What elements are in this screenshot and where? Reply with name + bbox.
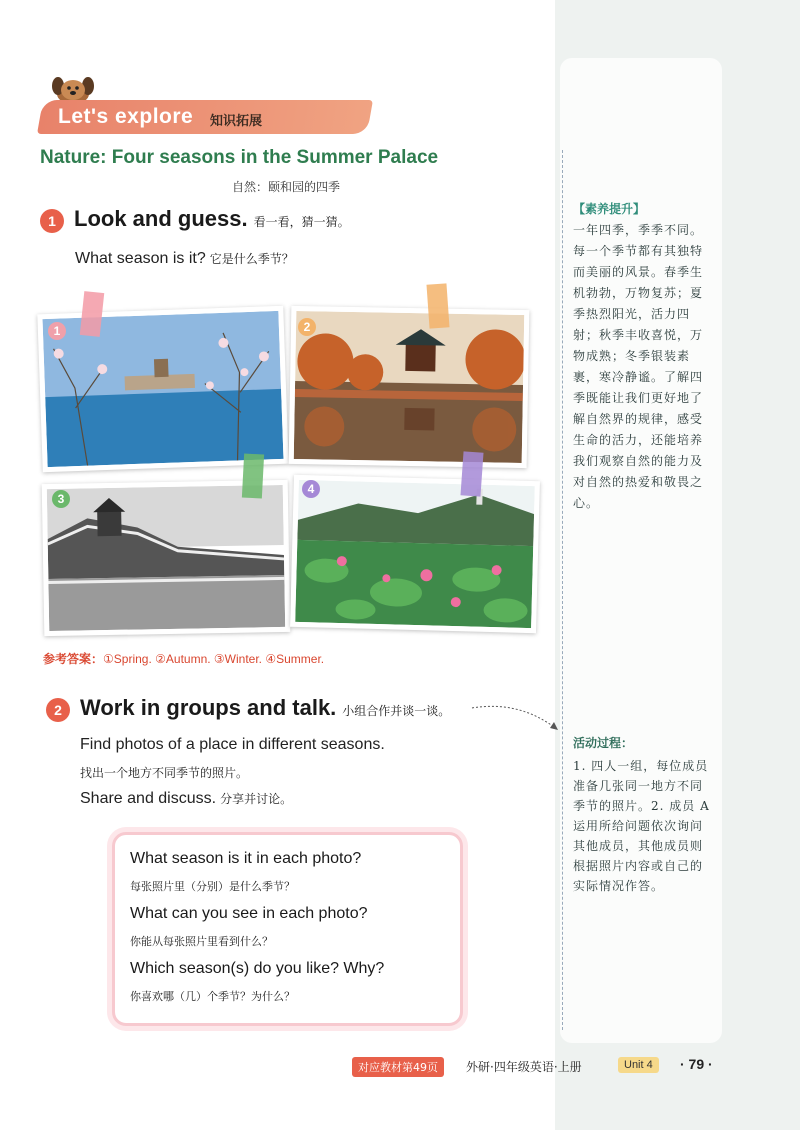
section-2-line-1: Find photos of a place in different seasons. bbox=[80, 736, 385, 753]
question-2-cn: 你能从每张照片里看到什么？ bbox=[130, 935, 273, 948]
footer-book-title: 外研·四年级英语·上册 bbox=[466, 1060, 582, 1074]
section-1-question-en: What season is it? bbox=[75, 250, 206, 267]
section-2-badge: 2 bbox=[46, 698, 70, 722]
photo-2-tape bbox=[426, 283, 449, 328]
question-3-cn: 你喜欢哪（几）个季节？为什么？ bbox=[130, 990, 295, 1003]
footer-unit-badge: Unit 4 bbox=[618, 1057, 659, 1073]
section-2-heading-en: Work in groups and talk. bbox=[80, 695, 337, 720]
section-2-line-2 bbox=[80, 790, 292, 808]
photo-4-tape bbox=[460, 451, 483, 496]
lesson-title: Nature: Four seasons in the Summer Palace bbox=[40, 147, 439, 168]
section-2-line-1-cn: 找出一个地方不同季节的照片。 bbox=[80, 766, 249, 780]
section-1-heading-cn: 看一看，猜一猜。 bbox=[253, 215, 350, 229]
photo-summer bbox=[290, 475, 540, 633]
banner-title-cn: 知识拓展 bbox=[210, 114, 263, 129]
question-3: Which season(s) do you like? Why? bbox=[130, 960, 385, 977]
section-1-heading bbox=[74, 206, 350, 232]
sidebar-divider bbox=[562, 150, 563, 1030]
question-2: What can you see in each photo? bbox=[130, 905, 368, 922]
photo-2-number: 2 bbox=[298, 318, 316, 336]
answers-text: ①Spring. ②Autumn. ③Winter. ④Summer. bbox=[103, 652, 325, 666]
page-number: · 79 · bbox=[680, 1056, 713, 1072]
photo-spring bbox=[37, 306, 288, 472]
answers-label: 参考答案： bbox=[43, 652, 104, 666]
banner-title: Let's explore bbox=[58, 105, 194, 128]
photo-3-number: 3 bbox=[52, 490, 70, 508]
photo-winter bbox=[42, 480, 291, 636]
question-1-cn: 每张照片里（分别）是什么季节？ bbox=[130, 880, 295, 893]
sidebar-heading-literacy: 【素养提升】 bbox=[573, 202, 646, 216]
reference-answers bbox=[43, 650, 324, 667]
section-2-heading-cn: 小组合作并谈一谈。 bbox=[342, 704, 451, 718]
section-1-question bbox=[75, 250, 294, 268]
photo-4-number: 4 bbox=[302, 480, 320, 498]
lesson-subtitle: 自然：颐和园的四季 bbox=[232, 180, 341, 194]
section-2-heading bbox=[80, 695, 450, 721]
question-1: What season is it in each photo? bbox=[130, 850, 362, 867]
section-1-question-cn: 它是什么季节？ bbox=[209, 252, 294, 266]
sidebar-body-literacy: 一年四季，季季不同。每一个季节都有其独特而美丽的风景。春季生机勃勃，万物复苏；夏季热烈阳光，活力四射；秋季丰收喜悦，万物成熟；冬季银装素裹，寒冷静谧。了解四季既能让我们更好地了解自然界的规律，感受生命的活力，还能培养我们观察自然的能力及对自然的热爱和敬畏之心。 bbox=[573, 223, 704, 510]
photo-autumn bbox=[289, 306, 530, 468]
footer-textbook-ref: 对应教材第49页 bbox=[352, 1057, 444, 1077]
section-2-line-2-en: Share and discuss. bbox=[80, 790, 217, 807]
sidebar-body-activity: 1. 四人一组，每位成员准备几张同一地方不同季节的照片。2. 成员 A 运用所给问题依次询问其他成员，其他成员则根据照片内容或自己的实际情况作答。 bbox=[573, 759, 710, 893]
sidebar-heading-activity: 活动过程： bbox=[573, 736, 634, 750]
section-1-badge: 1 bbox=[40, 209, 64, 233]
photo-1-number: 1 bbox=[48, 322, 66, 340]
arrow-to-sidebar-icon bbox=[470, 700, 570, 740]
photo-3-tape bbox=[242, 454, 264, 499]
section-2-line-2-cn: 分享并讨论。 bbox=[220, 792, 293, 806]
section-1-heading-en: Look and guess. bbox=[74, 206, 248, 231]
